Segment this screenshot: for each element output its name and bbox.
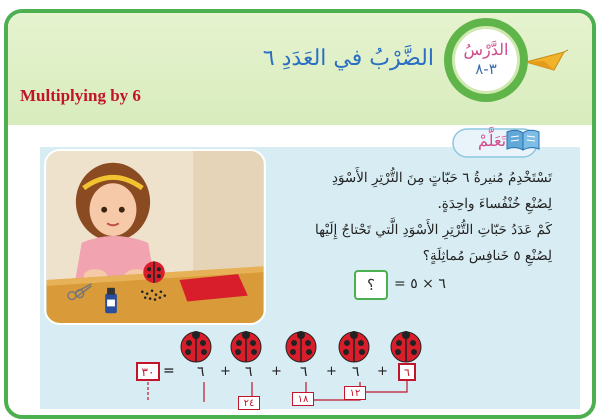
lesson-title-en: Multiplying by 6 — [20, 86, 141, 105]
plus-sign: + — [220, 364, 231, 379]
ladybug-icon — [178, 328, 214, 364]
problem-line-1: تَسْتَخْدِمُ مُنيرةُ ٦ حَبّاتٍ مِنَ التُّرْتِرِ الأَسْوَدِ — [331, 170, 552, 186]
problem-line-3: كَمْ عَدَدُ حَبّاتِ التُّرْتِرِ الأَسْوَدِ الَّتي تَحْتاجُ إِلَيْها — [314, 222, 552, 238]
lesson-badge-number: ٣-٨ — [475, 60, 497, 78]
addend: ٦ — [352, 364, 360, 380]
paper-plane-icon — [524, 48, 568, 74]
ladybug-icon — [228, 328, 264, 364]
girl-crafting-illustration — [44, 149, 266, 325]
plus-sign: + — [326, 364, 337, 379]
ladybug-icon — [283, 328, 319, 364]
partial-sum-box: ٢٤ — [238, 396, 260, 410]
sum-result-box: ٣٠ — [136, 362, 160, 381]
problem-line-2: لِصُنْعِ خُنْفُساءَ واحِدَةٍ. — [437, 196, 552, 212]
partial-sum-box: ١٢ — [344, 386, 366, 400]
problem-line-4: لِصُنْعِ ٥ خَنافِسَ مُماثِلَةٍ؟ — [422, 248, 552, 264]
addend: ٦ — [300, 364, 308, 380]
lesson-badge — [444, 18, 528, 102]
answer-box[interactable]: ؟ — [354, 270, 388, 300]
addend: ٦ — [197, 364, 205, 380]
sum-equals-sign: = — [163, 363, 175, 379]
learn-tag-label: تَعَلَّمْ — [478, 131, 507, 150]
open-book-icon — [506, 128, 540, 152]
plus-sign: + — [377, 364, 388, 379]
partial-sum-box: ١٨ — [292, 392, 314, 406]
equation-text: = ٦ × ٥ — [394, 276, 446, 292]
first-addend-box: ٦ — [398, 363, 416, 381]
addend: ٦ — [245, 364, 253, 380]
lesson-badge-inner — [452, 26, 520, 94]
plus-sign: + — [271, 364, 282, 379]
ladybug-icon — [336, 328, 372, 364]
lesson-badge-word: الدَّرْسُ — [463, 40, 509, 59]
ladybug-icon — [388, 328, 424, 364]
lesson-title-ar: الضَّرْبُ في العَدَدِ ٦ — [262, 46, 434, 71]
multiplication-equation — [300, 270, 460, 304]
